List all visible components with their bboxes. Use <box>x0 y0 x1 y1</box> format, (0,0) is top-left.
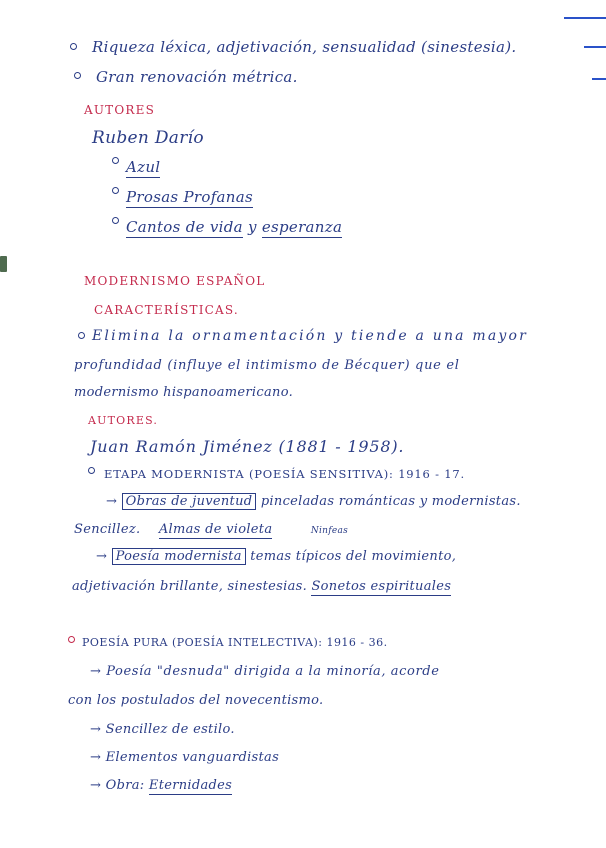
arrow-icon: → <box>106 494 118 509</box>
bullet-icon <box>70 43 77 50</box>
binder-clip <box>0 256 7 272</box>
text-line <box>90 750 279 765</box>
text-span: pinceladas románticas y modernistas. <box>260 494 521 509</box>
stage-header: POESÍA PURA (POESÍA INTELECTIVA): 1916 - 36. <box>82 636 388 649</box>
text-span: Sencillez. <box>74 522 141 537</box>
bullet-icon <box>88 467 95 474</box>
work-eternidades: Eternidades <box>148 778 233 793</box>
boxed-term: Poesía modernista <box>112 548 246 565</box>
text-line <box>90 722 235 737</box>
text-line: profundidad (influye el intimismo de Bécquer) que el <box>74 358 460 373</box>
text-span: adjetivación brillante, sinestesias. <box>72 579 308 594</box>
work-esperanza: esperanza <box>261 218 343 236</box>
arrow-icon: → <box>90 722 102 737</box>
stage-header: ETAPA MODERNISTA (POESÍA SENSITIVA): 1916 - 17. <box>104 467 465 481</box>
bullet-icon <box>78 332 85 339</box>
author-name: Ruben Darío <box>92 128 204 148</box>
text-line: Elimina la ornamentación y tiende a una mayor <box>92 328 529 344</box>
arrow-icon: → <box>90 750 102 765</box>
work-title <box>126 218 342 236</box>
work-cantos: Cantos de vida <box>126 218 243 236</box>
arrow-icon: → <box>90 664 102 679</box>
text-line: con los postulados del novecentismo. <box>68 693 324 708</box>
text-line: modernismo hispanoamericano. <box>74 385 294 400</box>
section-header: CARACTERÍSTICAS. <box>94 303 239 317</box>
section-header: AUTORES. <box>88 414 159 427</box>
section-title: MODERNISMO ESPAÑOL <box>84 274 266 288</box>
text-line <box>96 549 456 564</box>
text-line <box>106 494 521 509</box>
work-prosas: Prosas Profanas <box>126 188 253 206</box>
margin-mark <box>584 46 606 48</box>
bullet-icon <box>74 72 81 79</box>
work-title <box>126 158 160 176</box>
text-line <box>90 664 440 679</box>
text-line <box>90 778 232 793</box>
margin-mark <box>564 17 606 19</box>
work-almas: Almas de violeta <box>158 522 273 537</box>
arrow-icon: → <box>96 549 108 564</box>
bullet-icon <box>112 217 119 224</box>
text-span: Elementos vanguardistas <box>105 750 280 765</box>
text-span: Obra: <box>105 778 145 793</box>
text-line <box>74 522 348 537</box>
arrow-icon: → <box>90 778 102 793</box>
work-azul: Azul <box>126 158 161 176</box>
text-line: Gran renovación métrica. <box>96 68 298 86</box>
author-name: Juan Ramón Jiménez (1881 - 1958). <box>90 437 405 456</box>
text-line: Riqueza léxica, adjetivación, sensualidad (sinestesia). <box>92 38 517 56</box>
work-sonetos: Sonetos espirituales <box>311 579 452 594</box>
section-header: AUTORES <box>84 103 156 117</box>
work-ninfeas: Ninfeas <box>310 526 349 536</box>
text-span: Sencillez de estilo. <box>105 722 235 737</box>
bullet-icon <box>68 636 75 643</box>
text-span: Poesía "desnuda" dirigida a la minoría, acorde <box>106 664 440 679</box>
work-title <box>126 188 253 206</box>
boxed-term: Obras de juventud <box>122 493 257 510</box>
connector: y <box>247 218 257 236</box>
text-span: temas típicos del movimiento, <box>250 549 457 564</box>
text-line <box>72 579 451 594</box>
margin-mark <box>592 78 606 80</box>
bullet-icon <box>112 157 119 164</box>
bullet-icon <box>112 187 119 194</box>
